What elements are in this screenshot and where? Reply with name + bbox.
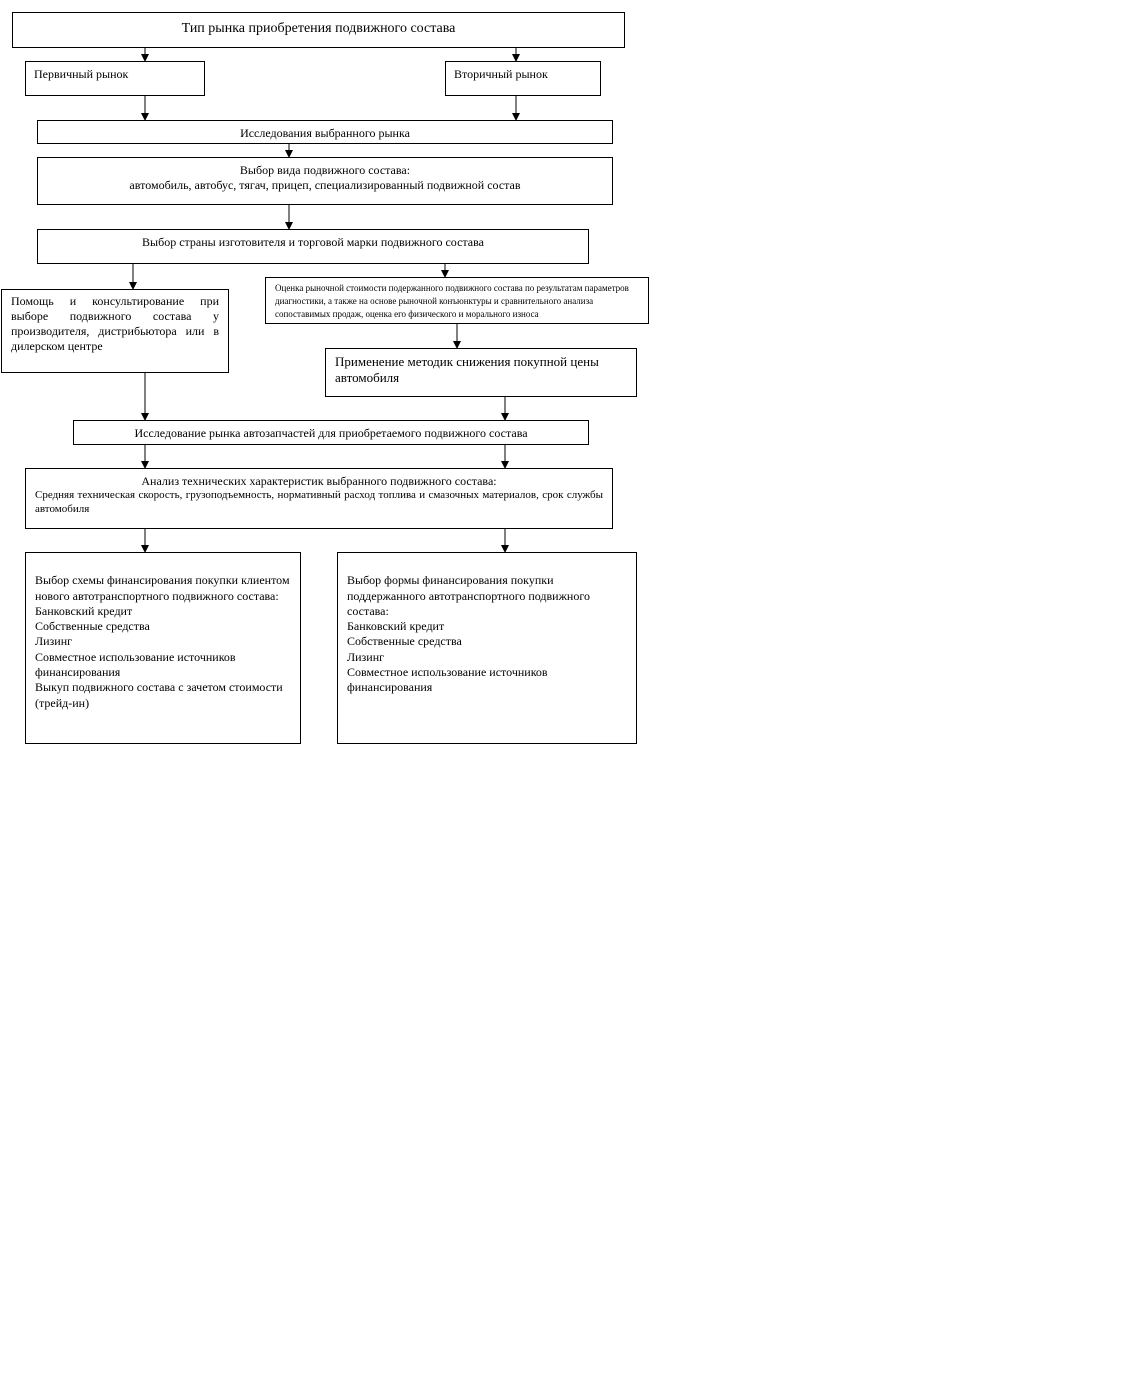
spare-parts-box: [73, 420, 589, 445]
price-reduction-box: [325, 348, 637, 397]
finance-new-label: Выбор схемы финансирования покупки клиентом нового автотранспортного подвижного состава: Банковский кредит Собственные средства Лизинг Совместное использование источников финансирования Выкуп подвижного состава с зачетом стоимости (трейд-ин): [35, 573, 290, 710]
spare-parts-label: Исследование рынка автозапчастей для приобретаемого подвижного состава: [134, 426, 528, 440]
consulting-box: [1, 289, 229, 373]
vehicle-type-title: Выбор вида подвижного состава:: [239, 163, 411, 177]
finance-new-box: [25, 552, 301, 744]
primary-market-label: Первичный рынок: [34, 67, 129, 81]
market-type-box: [12, 12, 625, 48]
valuation-box: [265, 277, 649, 324]
price-reduction-label: Применение методик снижения покупной цены автомобиля: [335, 354, 599, 385]
country-brand-box: [37, 229, 589, 264]
finance-used-box: [337, 552, 637, 744]
finance-used-label: Выбор формы финансирования покупки поддержанного автотранспортного подвижного состава: Банковский кредит Собственные средства Лизинг Совместное использование источников финансирования: [347, 573, 590, 695]
primary-market-box: [25, 61, 205, 96]
country-brand-label: Выбор страны изготовителя и торговой марки подвижного состава: [142, 235, 484, 249]
market-research-box: [37, 120, 613, 144]
tech-analysis-box: [25, 468, 613, 529]
valuation-label: Оценка рыночной стоимости подержанного подвижного состава по результатам параметров диагностики, а также на основе рыночной конъюнктуры и сравнительного анализа сопоставимых продаж, оценка его физического и морального износа: [275, 283, 629, 319]
market-research-label: Исследования выбранного рынка: [240, 126, 410, 140]
secondary-market-label: Вторичный рынок: [454, 67, 548, 81]
secondary-market-box: [445, 61, 601, 96]
vehicle-type-list: автомобиль, автобус, тягач, прицеп, специализированный подвижной состав: [129, 178, 521, 192]
consulting-label: Помощь и консультирование при выборе подвижного состава у производителя, дистрибьютора или в дилерском центре: [11, 294, 219, 353]
vehicle-type-box: [37, 157, 613, 205]
tech-analysis-title: Анализ технических характеристик выбранного подвижного состава:: [141, 474, 497, 488]
market-type-label: Тип рынка приобретения подвижного состава: [181, 21, 456, 36]
tech-analysis-body: Средняя техническая скорость, грузоподъемность, нормативный расход топлива и смазочных материалов, срок службы автомобиля: [35, 489, 603, 515]
